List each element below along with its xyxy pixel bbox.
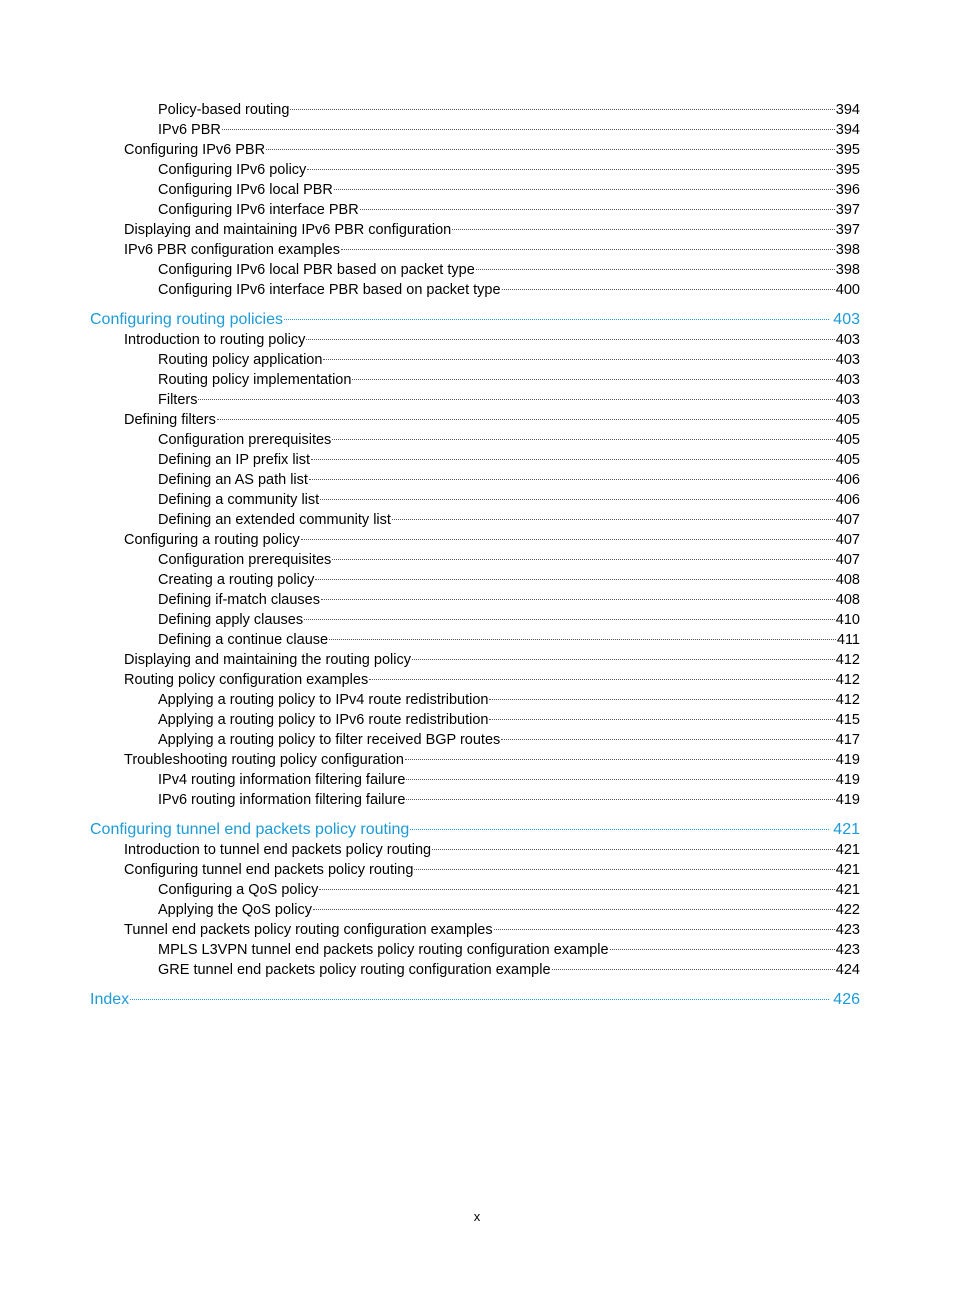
dot-leader	[320, 499, 835, 500]
dot-leader	[410, 829, 829, 830]
toc-entry-page: 423	[835, 942, 860, 958]
toc-entry-link[interactable]	[90, 100, 860, 120]
toc-entry-page: 421	[833, 821, 860, 838]
toc-entry-page: 419	[835, 792, 860, 808]
toc-entry-page: 407	[835, 532, 860, 548]
toc-entry-title: Introduction to routing policy	[124, 332, 306, 348]
dot-leader	[610, 949, 835, 950]
toc-entry-link[interactable]	[90, 710, 860, 730]
toc-entry-page: 403	[835, 372, 860, 388]
toc-entry-page: 422	[835, 902, 860, 918]
toc-entry-link[interactable]	[90, 650, 860, 670]
toc-entry-page: 403	[835, 392, 860, 408]
toc-entry-link[interactable]	[90, 370, 860, 390]
toc-entry-page: 407	[835, 512, 860, 528]
toc-entry-title: Filters	[158, 392, 198, 408]
toc-entry-title: Configuring IPv6 local PBR	[158, 182, 333, 198]
toc-entry-title: GRE tunnel end packets policy routing configuration example	[158, 962, 551, 978]
dot-leader	[315, 579, 834, 580]
dot-leader	[222, 129, 835, 130]
toc-entry-page: 408	[835, 572, 860, 588]
toc-entry-page: 400	[835, 282, 860, 298]
toc-entry-title: Configuring IPv6 policy	[158, 162, 307, 178]
dot-leader	[130, 999, 829, 1000]
dot-leader	[319, 889, 834, 890]
toc-entry-link[interactable]	[90, 350, 860, 370]
toc-entry-title: Creating a routing policy	[158, 572, 315, 588]
page-number: x	[473, 1209, 481, 1224]
dot-leader	[217, 419, 835, 420]
dot-leader	[323, 359, 834, 360]
toc-entry-title: Tunnel end packets policy routing configuration examples	[124, 922, 493, 938]
toc-entry-page: 408	[835, 592, 860, 608]
toc-entry-title: IPv4 routing information filtering failure	[158, 772, 406, 788]
dot-leader	[321, 599, 835, 600]
toc-entry-link[interactable]	[90, 670, 860, 690]
toc-entry-title: Applying a routing policy to IPv6 route redistribution	[158, 712, 489, 728]
toc-entry-page: 421	[835, 842, 860, 858]
toc-entry-link[interactable]	[90, 750, 860, 770]
toc-entry-title: Configuring IPv6 interface PBR based on packet type	[158, 282, 501, 298]
toc-entry-title: Configuring tunnel end packets policy routing	[90, 821, 410, 838]
toc-entry-link[interactable]	[90, 630, 860, 650]
toc-entry-link[interactable]	[90, 570, 860, 590]
toc-entry-link[interactable]	[90, 430, 860, 450]
toc-entry-page: 407	[835, 552, 860, 568]
toc-entry-title: Defining an AS path list	[158, 472, 308, 488]
toc-entry-link[interactable]	[90, 450, 860, 470]
toc-entry-link[interactable]	[90, 610, 860, 630]
toc-entry-title: Routing policy configuration examples	[124, 672, 369, 688]
toc-entry-page: 419	[835, 772, 860, 788]
toc-entry-link[interactable]	[90, 200, 860, 220]
toc-entry-page: 398	[835, 242, 860, 258]
toc-entry-title: Displaying and maintaining IPv6 PBR configuration	[124, 222, 452, 238]
toc-entry-page: 405	[835, 452, 860, 468]
toc-entry-link[interactable]	[90, 920, 860, 940]
toc-entry-title: Configuring IPv6 PBR	[124, 142, 266, 158]
toc-entry-title: Configuring a routing policy	[124, 532, 300, 548]
dot-leader	[329, 639, 836, 640]
toc-entry-title: Index	[90, 991, 130, 1008]
toc-entry-page: 421	[835, 882, 860, 898]
toc-entry-link[interactable]	[90, 160, 860, 180]
toc-entry-link[interactable]	[90, 900, 860, 920]
toc-entry-link[interactable]	[90, 550, 860, 570]
dot-leader	[414, 869, 834, 870]
toc-entry-page: 397	[835, 222, 860, 238]
dot-leader	[290, 109, 834, 110]
dot-leader	[406, 779, 834, 780]
toc-entry-page: 397	[835, 202, 860, 218]
dot-leader	[489, 719, 834, 720]
toc-entry-link[interactable]	[90, 860, 860, 880]
toc-entry-title: Displaying and maintaining the routing policy	[124, 652, 411, 668]
toc-entry-page: 395	[835, 162, 860, 178]
toc-entry-link[interactable]	[90, 590, 860, 610]
toc-entry-page: 403	[835, 332, 860, 348]
toc-entry-title: Troubleshooting routing policy configuration	[124, 752, 404, 768]
toc-entry-title: Defining filters	[124, 412, 216, 428]
dot-leader	[307, 169, 834, 170]
dot-leader	[332, 559, 835, 560]
toc-entry-title: Defining an extended community list	[158, 512, 391, 528]
toc-entry-link[interactable]	[90, 690, 860, 710]
toc-entry-title: Configuring a QoS policy	[158, 882, 319, 898]
toc-entry-page: 406	[835, 472, 860, 488]
toc-entry-page: 415	[835, 712, 860, 728]
dot-leader	[198, 399, 834, 400]
toc-entry-link[interactable]	[90, 330, 860, 350]
toc-entry-link[interactable]	[90, 730, 860, 750]
toc-entry-link[interactable]	[90, 140, 860, 160]
toc-entry-title: Applying a routing policy to filter received BGP routes	[158, 732, 501, 748]
toc-entry-link[interactable]	[90, 280, 860, 300]
toc-entry-title: Routing policy implementation	[158, 372, 352, 388]
toc-entry-page: 403	[835, 352, 860, 368]
dot-leader	[552, 969, 835, 970]
toc-entry-page: 412	[835, 672, 860, 688]
dot-leader	[392, 519, 835, 520]
dot-leader	[352, 379, 834, 380]
toc-entry-link[interactable]	[90, 240, 860, 260]
dot-leader	[304, 619, 835, 620]
toc-chapter-link[interactable]	[90, 989, 860, 1010]
toc-entry-link[interactable]	[90, 260, 860, 280]
toc-entry-page: 394	[835, 122, 860, 138]
toc-entry-page: 410	[835, 612, 860, 628]
toc-entry-link[interactable]	[90, 470, 860, 490]
toc-entry-link[interactable]	[90, 490, 860, 510]
toc-entry-title: Defining an IP prefix list	[158, 452, 311, 468]
dot-leader	[306, 339, 834, 340]
dot-leader	[266, 149, 835, 150]
toc-entry-title: IPv6 PBR configuration examples	[124, 242, 340, 258]
toc-entry-title: Configuring IPv6 interface PBR	[158, 202, 359, 218]
toc-entry-page: 419	[835, 752, 860, 768]
toc-entry-page: 417	[835, 732, 860, 748]
toc-entry-link[interactable]	[90, 940, 860, 960]
dot-leader	[334, 189, 835, 190]
toc-entry-link[interactable]	[90, 770, 860, 790]
toc-entry-title: Defining if-match clauses	[158, 592, 320, 608]
toc-entry-title: IPv6 routing information filtering failure	[158, 792, 406, 808]
toc-entry-page: 405	[835, 432, 860, 448]
toc-entry-page: 412	[835, 692, 860, 708]
dot-leader	[476, 269, 835, 270]
dot-leader	[494, 929, 835, 930]
toc-entry-page: 405	[835, 412, 860, 428]
dot-leader	[332, 439, 835, 440]
toc-entry-title: Configuring IPv6 local PBR based on packet type	[158, 262, 475, 278]
dot-leader	[341, 249, 835, 250]
toc-entry-page: 423	[835, 922, 860, 938]
toc-entry-link[interactable]	[90, 530, 860, 550]
toc-entry-title: Configuring routing policies	[90, 311, 283, 328]
toc-entry-title: Defining a community list	[158, 492, 320, 508]
toc-chapter-link[interactable]	[90, 819, 860, 840]
toc-entry-title: Introduction to tunnel end packets policy routing	[124, 842, 432, 858]
toc-entry-link[interactable]	[90, 220, 860, 240]
toc-entry-title: Applying the QoS policy	[158, 902, 312, 918]
toc-entry-link[interactable]	[90, 790, 860, 810]
toc-entry-title: Configuration prerequisites	[158, 552, 332, 568]
dot-leader	[412, 659, 835, 660]
dot-leader	[489, 699, 834, 700]
toc-entry-page: 398	[835, 262, 860, 278]
toc-entry-title: Defining a continue clause	[158, 632, 329, 648]
toc-entry-title: IPv6 PBR	[158, 122, 221, 138]
dot-leader	[301, 539, 835, 540]
table-of-contents	[90, 100, 860, 1010]
dot-leader	[313, 909, 835, 910]
dot-leader	[369, 679, 835, 680]
toc-entry-title: Defining apply clauses	[158, 612, 304, 628]
dot-leader	[432, 849, 835, 850]
toc-entry-page: 426	[833, 991, 860, 1008]
toc-entry-link[interactable]	[90, 840, 860, 860]
toc-entry-page: 396	[835, 182, 860, 198]
dot-leader	[284, 319, 829, 320]
toc-entry-page: 421	[835, 862, 860, 878]
toc-entry-page: 412	[835, 652, 860, 668]
toc-entry-link[interactable]	[90, 510, 860, 530]
dot-leader	[311, 459, 835, 460]
toc-entry-link[interactable]	[90, 410, 860, 430]
dot-leader	[406, 799, 834, 800]
toc-entry-page: 395	[835, 142, 860, 158]
toc-entry-title: Policy-based routing	[158, 102, 290, 118]
toc-entry-page: 411	[836, 632, 860, 648]
toc-entry-link[interactable]	[90, 960, 860, 980]
toc-entry-title: Routing policy application	[158, 352, 323, 368]
toc-entry-link[interactable]	[90, 390, 860, 410]
dot-leader	[360, 209, 835, 210]
toc-entry-page: 394	[835, 102, 860, 118]
dot-leader	[502, 289, 835, 290]
toc-entry-page: 403	[833, 311, 860, 328]
toc-entry-title: MPLS L3VPN tunnel end packets policy routing configuration example	[158, 942, 609, 958]
toc-entry-page: 424	[835, 962, 860, 978]
toc-entry-link[interactable]	[90, 880, 860, 900]
dot-leader	[452, 229, 835, 230]
toc-chapter-link[interactable]	[90, 309, 860, 330]
dot-leader	[309, 479, 835, 480]
toc-entry-link[interactable]	[90, 120, 860, 140]
toc-entry-title: Configuration prerequisites	[158, 432, 332, 448]
dot-leader	[405, 759, 835, 760]
toc-entry-title: Configuring tunnel end packets policy routing	[124, 862, 414, 878]
toc-entry-page: 406	[835, 492, 860, 508]
toc-entry-link[interactable]	[90, 180, 860, 200]
toc-entry-title: Applying a routing policy to IPv4 route redistribution	[158, 692, 489, 708]
dot-leader	[501, 739, 835, 740]
